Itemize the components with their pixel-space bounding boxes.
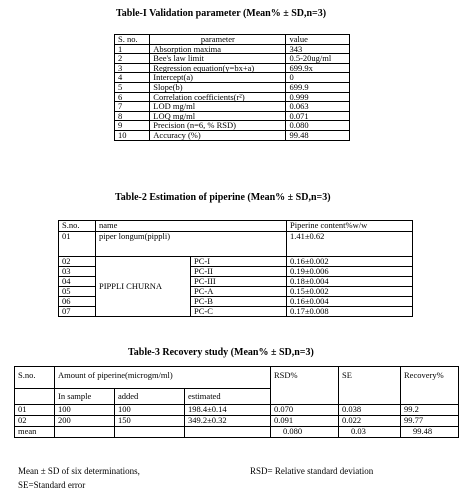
t2-code: PC-I — [191, 257, 287, 267]
h-amount: Amount of piperine(microgm/ml) — [55, 367, 271, 389]
t3-cell-in: 100 — [55, 405, 115, 416]
t2-code: PC-B — [191, 297, 287, 307]
table1-title: Table-I Validation parameter (Mean% ± SD,n=3) — [116, 8, 327, 19]
t3-cell-rec: 99.48 — [401, 427, 459, 438]
t3-row — [15, 416, 459, 427]
sub-in: In sample — [55, 389, 115, 405]
t1-cell: 699.9x — [286, 63, 350, 73]
recovery-table — [14, 366, 459, 438]
t3-cell-rsd: 0.080 — [271, 427, 339, 438]
t3-cell-rsd: 0.070 — [271, 405, 339, 416]
t3-row — [15, 427, 459, 438]
table3-title: Table-3 Recovery study (Mean% ± SD,n=3) — [128, 347, 314, 358]
t1-cell: Absorption maxima — [150, 44, 286, 54]
row1-value: 1.41±0.62 — [287, 232, 413, 257]
h-recovery: Recovery% — [401, 367, 459, 405]
t2-value: 0.16±0.002 — [287, 257, 413, 267]
t1-cell: 0.999 — [286, 92, 350, 102]
t3-cell-added: 100 — [115, 405, 185, 416]
sub-est: estimated — [185, 389, 271, 405]
t2-value: 0.19±0.006 — [287, 267, 413, 277]
t1-cell: Correlation coefficients(r²) — [150, 92, 286, 102]
t3-cell-se: 0.022 — [339, 416, 401, 427]
sub-added: added — [115, 389, 185, 405]
t2-sno: 05 — [59, 287, 96, 297]
t2-value: 0.17±0.008 — [287, 307, 413, 317]
t1-cell: 0.071 — [286, 111, 350, 121]
t2-code: PC-II — [191, 267, 287, 277]
t3-cell-se: 0.038 — [339, 405, 401, 416]
t2-sno: 06 — [59, 297, 96, 307]
t3-row — [15, 405, 459, 416]
validation-table — [114, 34, 350, 141]
t3-cell-est — [185, 427, 271, 438]
header-sno: S.no. — [59, 221, 96, 232]
t1-cell: 0.063 — [286, 102, 350, 112]
t1-header-cell: parameter — [150, 35, 286, 45]
t3-cell-rec: 99.2 — [401, 405, 459, 416]
h-se: SE — [339, 367, 401, 405]
t2-sno: 04 — [59, 277, 96, 287]
t1-cell: 9 — [115, 121, 150, 131]
t3-cell-sno: mean — [15, 427, 55, 438]
h-rsd: RSD% — [271, 367, 339, 405]
t1-cell: Accuracy (%) — [150, 130, 286, 140]
t1-row — [115, 82, 350, 92]
piperine-estimation-table — [58, 220, 413, 317]
footnote-se: SE=Standard error — [18, 480, 86, 490]
h-sno: S.no. — [15, 367, 55, 389]
t3-cell-est: 198.4±0.14 — [185, 405, 271, 416]
t1-cell: Slope(b) — [150, 82, 286, 92]
t1-cell: Intercept(a) — [150, 73, 286, 83]
t1-cell: Bee's law limit — [150, 54, 286, 64]
t3-cell-added: 150 — [115, 416, 185, 427]
t1-cell: Regression equation(y=bx+a) — [150, 63, 286, 73]
t2-row — [59, 257, 413, 267]
t2-sno: 07 — [59, 307, 96, 317]
t1-row — [115, 102, 350, 112]
t2-code: PC-III — [191, 277, 287, 287]
t3-cell-sno: 02 — [15, 416, 55, 427]
t3-cell-in — [55, 427, 115, 438]
t1-cell: Precision (n=6, % RSD) — [150, 121, 286, 131]
h-sno-blank — [15, 389, 55, 405]
t1-cell: 7 — [115, 102, 150, 112]
t3-cell-sno: 01 — [15, 405, 55, 416]
footnote-mean-sd: Mean ± SD of six determinations, — [18, 466, 140, 476]
t3-cell-added — [115, 427, 185, 438]
t2-sno: 03 — [59, 267, 96, 277]
t3-cell-rsd: 0.091 — [271, 416, 339, 427]
footnote-rsd: RSD= Relative standard deviation — [250, 466, 374, 476]
t1-row — [115, 92, 350, 102]
t1-cell: 6 — [115, 92, 150, 102]
t1-cell: 0.080 — [286, 121, 350, 131]
t2-value: 0.18±0.004 — [287, 277, 413, 287]
t1-cell: 2 — [115, 54, 150, 64]
t1-cell: 5 — [115, 82, 150, 92]
t1-cell: 8 — [115, 111, 150, 121]
t1-header-cell: value — [286, 35, 350, 45]
t3-cell-in: 200 — [55, 416, 115, 427]
t3-cell-se: 0.03 — [339, 427, 401, 438]
t1-cell: 0 — [286, 73, 350, 83]
t3-cell-rec: 99.77 — [401, 416, 459, 427]
t1-row — [115, 121, 350, 131]
t1-cell: 0.5-20ug/ml — [286, 54, 350, 64]
row1-name: piper longum(pippli) — [96, 232, 287, 257]
table2-title: Table-2 Estimation of piperine (Mean% ± SD,n=3) — [115, 192, 331, 203]
t2-group-name: PIPPLI CHURNA — [96, 257, 191, 317]
t3-cell-est: 349.2±0.32 — [185, 416, 271, 427]
row1-sno: 01 — [59, 232, 96, 257]
t2-value: 0.15±0.002 — [287, 287, 413, 297]
t1-cell: 343 — [286, 44, 350, 54]
t1-cell: 1 — [115, 44, 150, 54]
header-content: Piperine content%w/w — [287, 221, 413, 232]
t2-value: 0.16±0.004 — [287, 297, 413, 307]
t2-code: PC-C — [191, 307, 287, 317]
t1-cell: LOQ mg/ml — [150, 111, 286, 121]
t1-cell: 4 — [115, 73, 150, 83]
t1-header-cell: S. no. — [115, 35, 150, 45]
t1-row — [115, 54, 350, 64]
t1-cell: LOD mg/ml — [150, 102, 286, 112]
t1-cell: 3 — [115, 63, 150, 73]
t2-code: PC-A — [191, 287, 287, 297]
t1-cell: 699.9 — [286, 82, 350, 92]
t1-row — [115, 63, 350, 73]
t1-row — [115, 130, 350, 140]
t1-cell: 99.48 — [286, 130, 350, 140]
t2-sno: 02 — [59, 257, 96, 267]
t1-row — [115, 73, 350, 83]
t1-cell: 10 — [115, 130, 150, 140]
header-name: name — [96, 221, 287, 232]
